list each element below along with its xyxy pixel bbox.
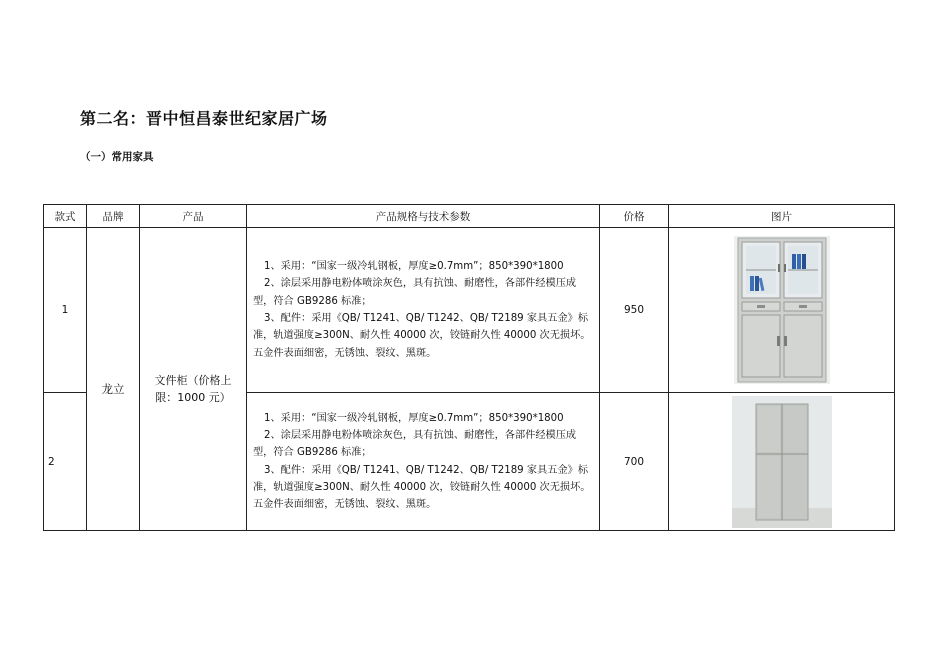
header-image: 图片 bbox=[669, 205, 895, 228]
page-title: 第二名：晋中恒昌泰世纪家居广场 bbox=[80, 109, 328, 128]
glass-door-file-cabinet-photo bbox=[734, 236, 830, 384]
spec-line: 2、涂层采用静电粉体喷涂灰色，具有抗蚀、耐磨性，各部件经模压成型，符合 GB9286 标准； bbox=[253, 278, 577, 307]
table-row bbox=[44, 228, 895, 393]
image-cell bbox=[669, 393, 895, 531]
spec-cell bbox=[247, 228, 600, 393]
image-cell bbox=[669, 228, 895, 393]
section-subtitle: （一）常用家具 bbox=[80, 151, 154, 163]
product-cell: 文件柜（价格上限：1000 元） bbox=[140, 228, 247, 531]
steel-door-file-cabinet-photo bbox=[732, 396, 832, 528]
spec-line: 2、涂层采用静电粉体喷涂灰色，具有抗蚀、耐磨性，各部件经模压成型，符合 GB9286 标准； bbox=[253, 429, 577, 459]
spec-line: 3、配件：采用《QB/ T1241、QB/ T1242、QB/ T2189 家具五金》标准，轨道强度≥300N、耐久性 40000 次，铰链耐久性 40000 次无损坏。五金件表面细密，无锈蚀、裂纹、黑斑。 bbox=[253, 464, 591, 511]
table-header-row bbox=[44, 205, 895, 228]
row-index: 2 bbox=[44, 393, 87, 531]
header-brand: 品牌 bbox=[87, 205, 140, 228]
spec-line: 1、采用：“国家一级冷轧钢板，厚度≥0.7mm”；850*390*1800 bbox=[264, 261, 564, 273]
header-spec: 产品规格与技术参数 bbox=[247, 205, 600, 228]
price-cell: 950 bbox=[600, 228, 669, 393]
price-cell: 700 bbox=[600, 393, 669, 531]
brand-cell: 龙立 bbox=[87, 228, 140, 531]
header-style: 款式 bbox=[44, 205, 87, 228]
header-price: 价格 bbox=[600, 205, 669, 228]
header-product: 产品 bbox=[140, 205, 247, 228]
product-table bbox=[43, 204, 895, 531]
spec-line: 3、配件：采用《QB/ T1241、QB/ T1242、QB/ T2189 家具五金》标准，轨道强度≥300N、耐久性 40000 次，铰链耐久性 40000 次无损坏。五金件表面细密，无锈蚀、裂纹、黑斑。 bbox=[253, 313, 591, 359]
spec-line: 1、采用：“国家一级冷轧钢板，厚度≥0.7mm”；850*390*1800 bbox=[264, 412, 564, 424]
row-index: 1 bbox=[44, 228, 87, 393]
spec-cell bbox=[247, 393, 600, 531]
